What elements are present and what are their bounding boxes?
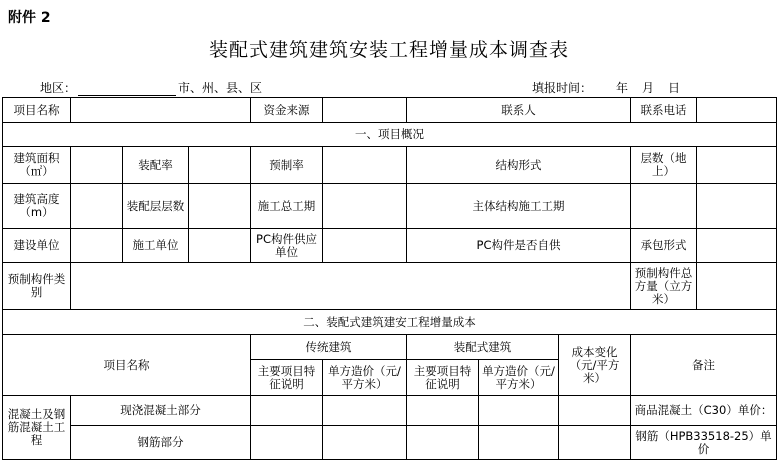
year-label: 年 [616, 81, 629, 95]
cell-rebar-change[interactable] [559, 426, 631, 460]
pc-supplier-cell[interactable] [323, 229, 407, 263]
prefab-desc-header: 主要项目特征说明 [407, 360, 479, 396]
building-area-label: 建筑面积（㎡） [3, 147, 71, 184]
contact-label: 联系人 [407, 98, 631, 123]
building-height-label: 建筑高度（m） [3, 184, 71, 229]
cell-cip-trad-desc[interactable] [251, 396, 323, 426]
assembly-floors-cell[interactable] [189, 184, 251, 229]
assembly-rate-label: 装配率 [123, 147, 189, 184]
cell-rebar-trad-cost[interactable] [323, 426, 407, 460]
concrete-work-label: 混凝土及钢筋混凝土工程 [3, 396, 71, 460]
region-label: 地区： [40, 81, 77, 95]
rebar-part-label: 钢筋部分 [71, 426, 251, 460]
date-field [532, 79, 680, 96]
prefab-rate-cell[interactable] [323, 147, 407, 184]
cell-rebar-prefab-desc[interactable] [407, 426, 479, 460]
cell-rebar-trad-desc[interactable] [251, 426, 323, 460]
region-field [40, 79, 262, 96]
cast-in-place-label: 现浇混凝土部分 [71, 396, 251, 426]
constructor-label: 施工单位 [123, 229, 189, 263]
phone-label: 联系电话 [631, 98, 697, 123]
floors-cell[interactable] [697, 147, 777, 184]
prefab-cost-header: 单方造价（元/平方米） [479, 360, 559, 396]
survey-table [2, 97, 777, 460]
constructor-cell[interactable] [189, 229, 251, 263]
fund-source-cell[interactable] [323, 98, 407, 123]
traditional-cost-header: 单方造价（元/平方米） [323, 360, 407, 396]
main-structure-period-cell[interactable] [631, 184, 697, 229]
remarks-header: 备注 [631, 335, 777, 396]
prefab-volume-label: 预制构件总方量（立方米） [631, 263, 697, 310]
building-height-cell[interactable] [71, 184, 123, 229]
pc-supplier-label: PC构件供应单位 [251, 229, 323, 263]
cell-cip-prefab-desc[interactable] [407, 396, 479, 426]
region-input-line[interactable] [78, 83, 176, 96]
traditional-header: 传统建筑 [251, 335, 407, 360]
date-label: 填报时间： [532, 81, 593, 95]
day-label: 日 [668, 81, 681, 95]
section2-heading: 二、装配式建筑建安工程增量成本 [3, 310, 777, 335]
blank-cell[interactable] [697, 184, 777, 229]
region-suffix: 市、州、县、区 [178, 81, 263, 95]
section1-heading: 一、项目概况 [3, 123, 777, 147]
month-label: 月 [642, 81, 655, 95]
project-name-cell[interactable] [71, 98, 251, 123]
prefab-rate-label: 预制率 [251, 147, 323, 184]
builder-label: 建设单位 [3, 229, 71, 263]
cell-cip-prefab-cost[interactable] [479, 396, 559, 426]
attachment-label: 附件 2 [8, 10, 51, 26]
assembly-floors-label: 装配层层数 [123, 184, 189, 229]
assembly-rate-cell[interactable] [189, 147, 251, 184]
prefab-building-header: 装配式建筑 [407, 335, 559, 360]
phone-cell[interactable] [697, 98, 777, 123]
cost-change-header: 成本变化（元/平方米） [559, 335, 631, 396]
project-name-label: 项目名称 [3, 98, 71, 123]
cell-cip-trad-cost[interactable] [323, 396, 407, 426]
pc-self-supply-label: PC构件是否自供 [407, 229, 631, 263]
prefab-category-label: 预制构件类别 [3, 263, 71, 310]
form-title: 装配式建筑建筑安装工程增量成本调查表 [208, 39, 569, 61]
prefab-category-cell[interactable] [71, 263, 631, 310]
prefab-volume-cell[interactable] [697, 263, 777, 310]
rebar-price-note: 钢筋（HPB33518-25）单价 [631, 426, 777, 460]
cell-cip-change[interactable] [559, 396, 631, 426]
contract-form-cell[interactable] [697, 229, 777, 263]
item-name-header: 项目名称 [3, 335, 251, 396]
cell-rebar-prefab-cost[interactable] [479, 426, 559, 460]
main-structure-period-label: 主体结构施工工期 [407, 184, 631, 229]
builder-cell[interactable] [71, 229, 123, 263]
contract-form-label: 承包形式 [631, 229, 697, 263]
traditional-desc-header: 主要项目特征说明 [251, 360, 323, 396]
fund-source-label: 资金来源 [251, 98, 323, 123]
floors-label: 层数（地上） [631, 147, 697, 184]
concrete-price-note: 商品混凝土（C30）单价： [631, 396, 777, 426]
construction-period-label: 施工总工期 [251, 184, 323, 229]
structure-form-label: 结构形式 [407, 147, 631, 184]
building-area-cell[interactable] [71, 147, 123, 184]
construction-period-cell[interactable] [323, 184, 407, 229]
